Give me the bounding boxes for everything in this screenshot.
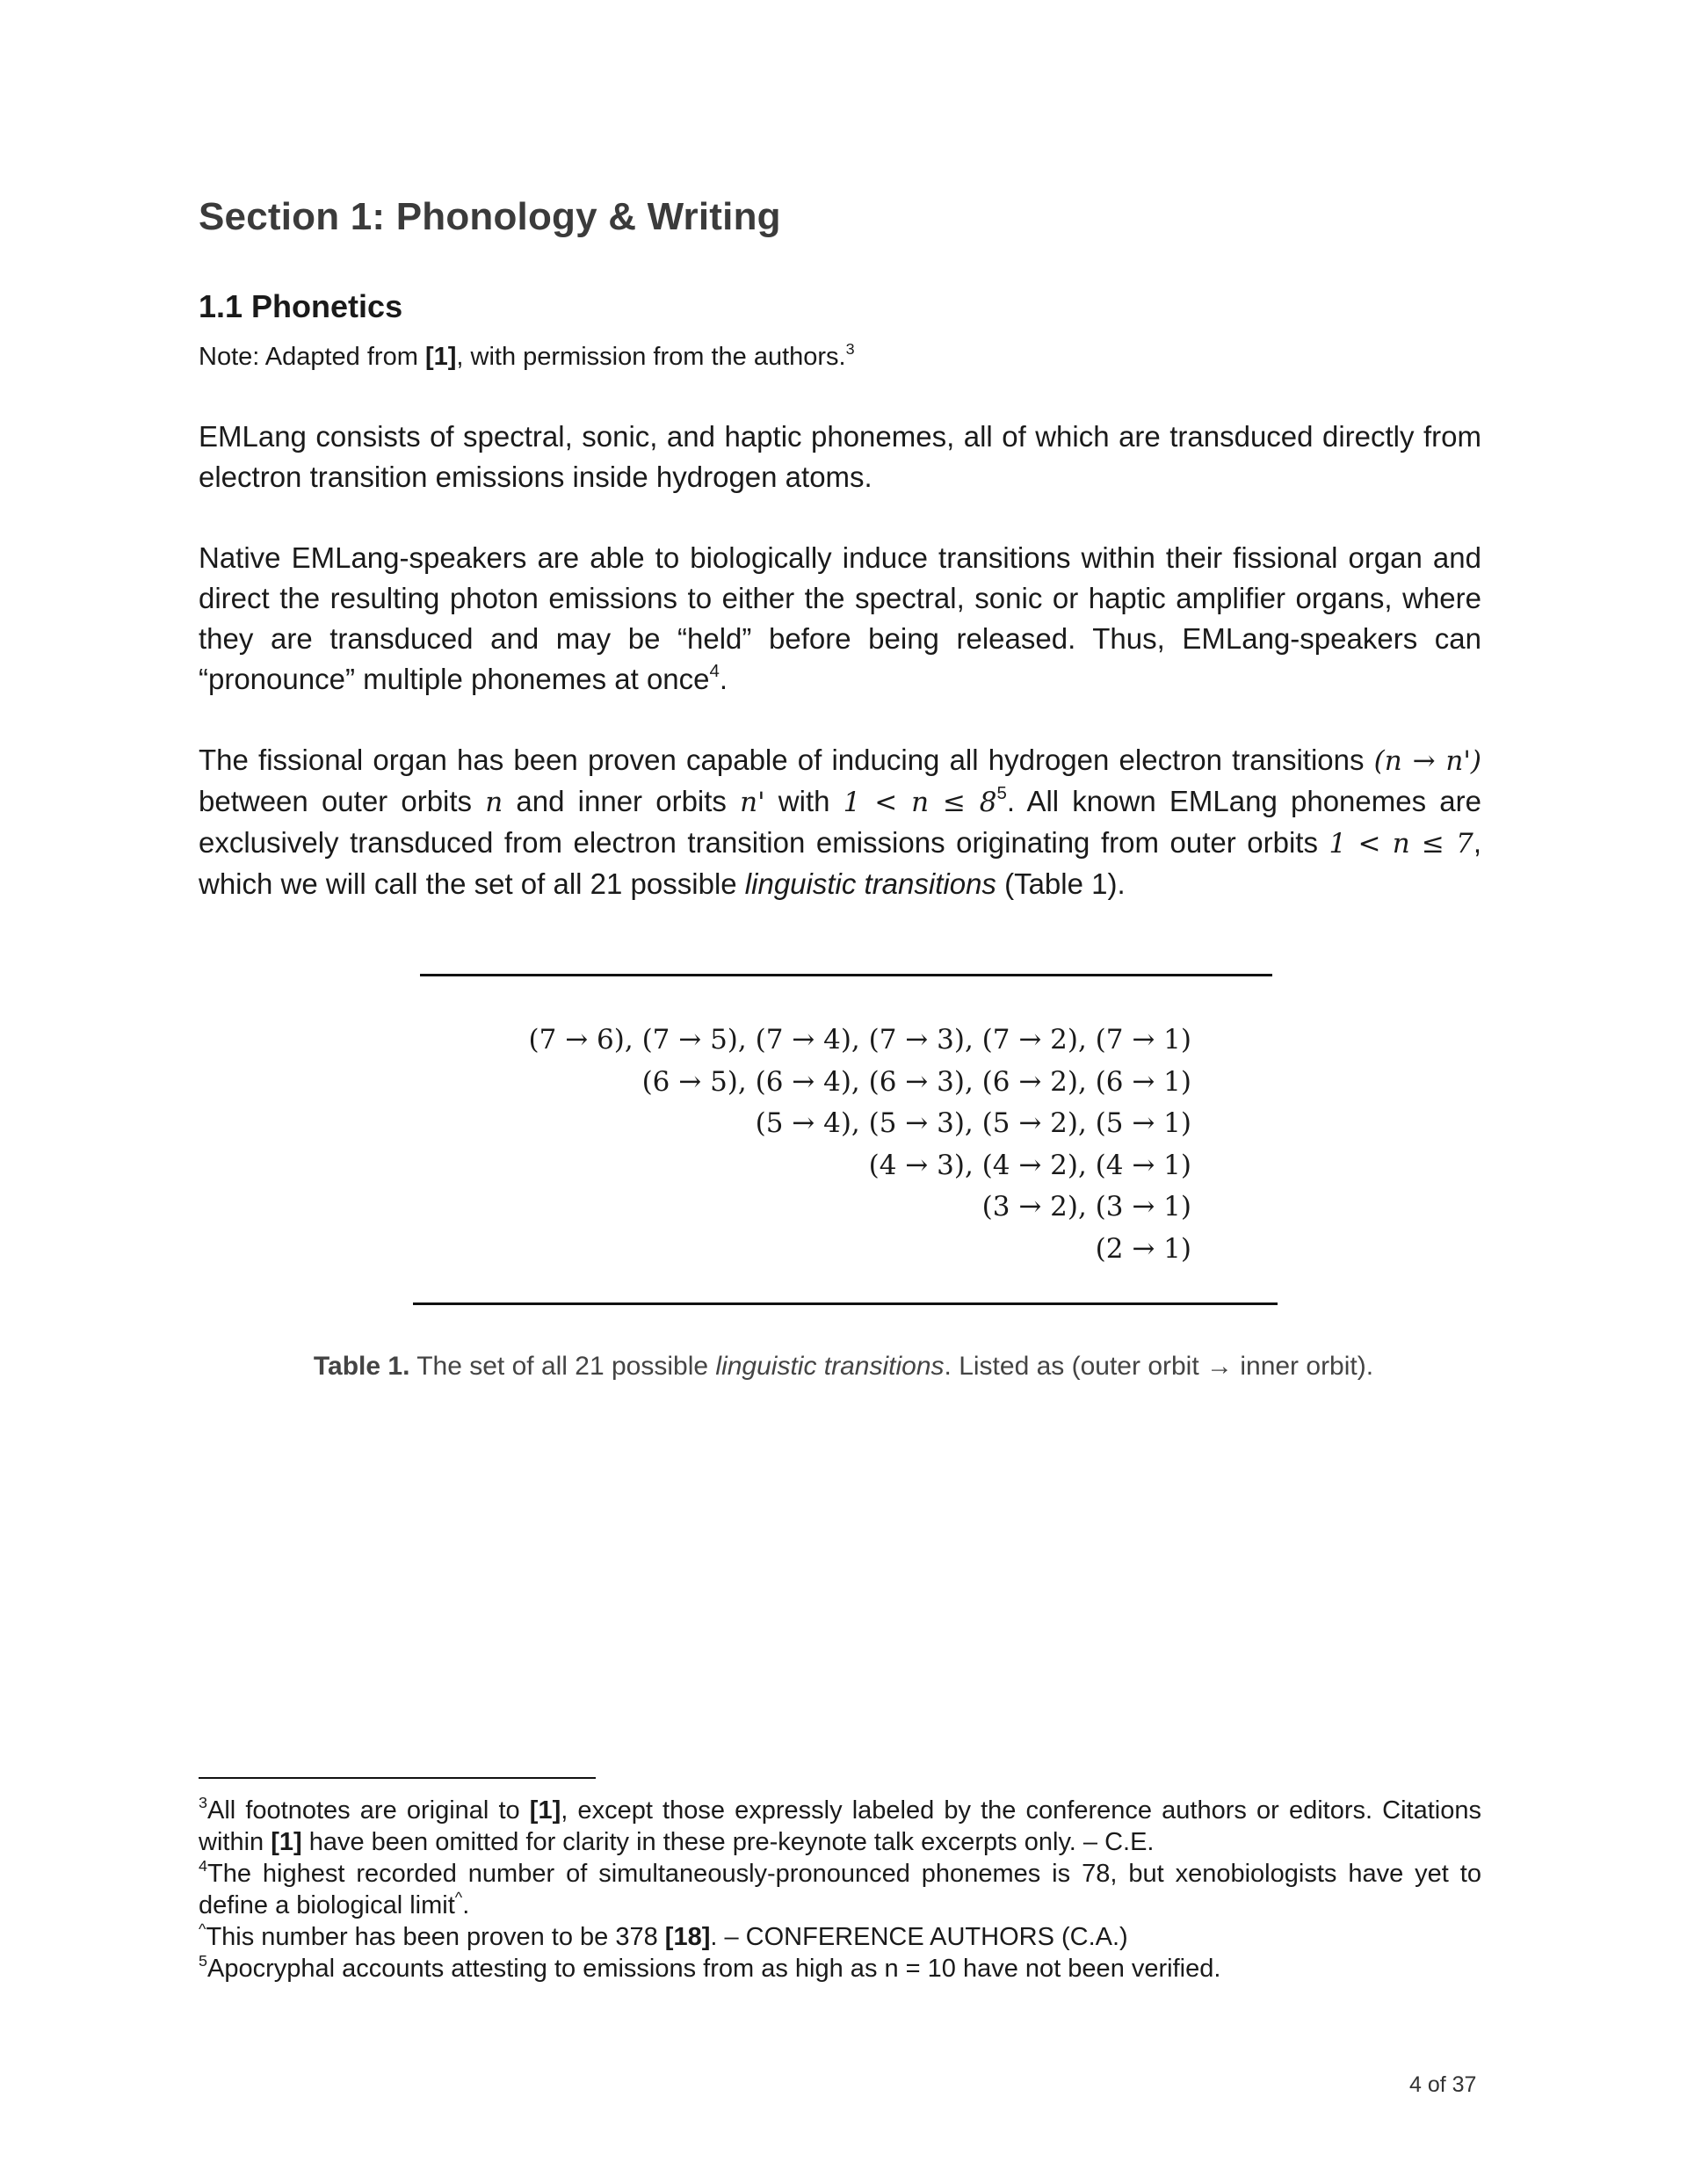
text-run: The fissional organ has been proven capable of inducing all hydrogen electron transitions [199,744,1374,776]
footnote-ref-4[interactable]: 4 [709,660,720,681]
paragraph-phonemes: EMLang consists of spectral, sonic, and haptic phonemes, all of which are transduced directly from electron transition emissions inside hydrogen atoms. [199,420,1481,493]
transitions-table [529,1019,1191,1270]
text-run: , which we will call the set of all 21 possible [199,826,1482,900]
note-citation[interactable]: [1] [424,343,457,371]
paragraph-native-speakers [199,538,1481,700]
footnote-text: . – CONFERENCE AUTHORS (C.A.) [710,1923,1128,1951]
footnote-caret [199,1921,1481,1953]
footnote-separator [199,1777,596,1779]
footnote-text: The highest recorded number of simultaneously-pronounced phonemes is 78, but xenobiologists have yet to define a biological limit [199,1860,1481,1919]
footnote-3 [199,1795,1481,1858]
footnote-text: Apocryphal accounts attesting to emissions from as high as n = 10 have not been verified. [207,1955,1221,1983]
footnote-text: All footnotes are original to [207,1796,530,1825]
footnote-text: This number has been proven to be 378 [206,1923,665,1951]
table-top-rule [420,974,1272,976]
caption-label: Table 1. [313,1352,410,1381]
footnote-4 [199,1858,1481,1921]
page-number: 4 of 37 [1409,2072,1477,2097]
table-row: (2 → 1) [1095,1232,1191,1265]
footnote-text: , except those expressly labeled by the conference authors or editors. Citations within [199,1796,1481,1856]
footnote-text: have been omitted for clarity in these pre-keynote talk excerpts only. – C.E. [301,1828,1155,1856]
footnote-citation[interactable]: [1] [271,1828,302,1856]
footnote-ref-3[interactable]: 3 [845,339,855,358]
table-bottom-rule [413,1302,1278,1305]
table-row: (6 → 5), (6 → 4), (6 → 3), (6 → 2), (6 → 1) [641,1065,1191,1098]
caption-term: linguistic transitions [715,1352,945,1381]
section-title: Section 1: Phonology & Writing [199,195,781,238]
paragraph-end: . [719,663,728,695]
paragraph-text: Native EMLang-speakers are able to biologically induce transitions within their fissional organ and direct the resulting photon emissions to either the spectral, sonic or haptic amplifier organs, where they are transduced and may be “held” before being released. Thus, EMLang-speakers can “pronounce” multiple phonemes at once [199,541,1481,695]
subsection-title: 1.1 Phonetics [199,288,403,324]
footnote-mark: 5 [199,1951,207,1970]
footnote-ref-caret[interactable]: ^ [454,1888,463,1906]
term-linguistic-transitions: linguistic transitions [744,867,996,900]
caption-text: . Listed as (outer orbit → inner orbit). [944,1352,1374,1381]
footnote-mark: ^ [199,1919,206,1938]
caption-text: The set of all 21 possible [409,1352,716,1381]
footnote-mark: 3 [199,1793,207,1811]
note-prefix: Note: Adapted from [199,343,425,371]
text-run: (Table 1). [996,867,1126,900]
footnote-ref-5[interactable]: 5 [996,782,1007,803]
table-row: (5 → 4), (5 → 3), (5 → 2), (5 → 1) [755,1107,1191,1139]
text-run: and inner orbits [503,785,741,817]
footnote-text: . [462,1891,470,1919]
table-row: (7 → 6), (7 → 5), (7 → 4), (7 → 3), (7 → 2), (7 → 1) [528,1024,1191,1056]
math-nprime: n' [740,787,765,818]
note-suffix: , with permission from the authors. [456,343,846,371]
text-run: . All known EMLang phonemes are exclusively transduced from electron transition emissions originating from outer orbits [199,785,1481,859]
footnote-mark: 4 [199,1856,207,1875]
table-row: (3 → 2), (3 → 1) [981,1191,1191,1223]
paragraph-fissional-organ [199,740,1481,904]
text-run: with [764,785,844,817]
math-n: n [485,787,503,818]
table-caption [0,1352,1687,1382]
footnote-5 [199,1953,1481,1984]
adaptation-note [199,339,855,372]
math-range-8: 1 < n ≤ 8 [843,787,997,818]
footnote-citation[interactable]: [18] [664,1923,711,1951]
math-range-7: 1 < n ≤ 7 [1329,828,1473,860]
footnote-citation[interactable]: [1] [529,1796,561,1825]
table-row: (4 → 3), (4 → 2), (4 → 1) [868,1149,1191,1181]
text-run: between outer orbits [199,785,486,817]
math-transition: (n → n') [1373,745,1481,777]
